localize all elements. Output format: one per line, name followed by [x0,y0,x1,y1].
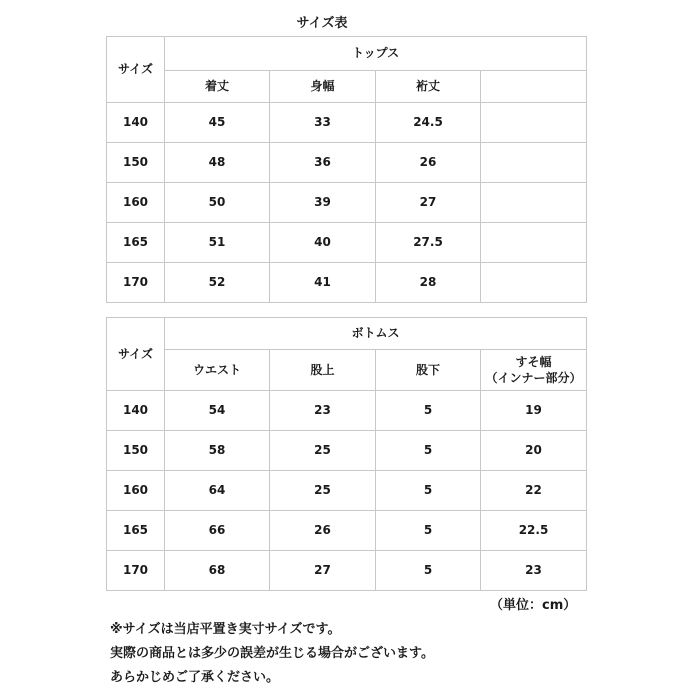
tops-group-header: トップス [165,37,587,71]
value-cell: 45 [165,103,270,143]
size-notes [110,618,434,690]
column-header-waist: ウエスト [165,350,270,391]
value-cell: 5 [376,431,481,471]
value-cell: 27 [270,551,376,591]
value-cell: 5 [376,511,481,551]
note-line: 実際の商品とは多少の誤差が生じる場合がございます。 [110,646,434,661]
value-cell: 25 [270,471,376,511]
value-cell: 27 [376,183,481,223]
table-row [107,471,587,511]
column-header-length: 着丈 [165,71,270,103]
value-cell: 66 [165,511,270,551]
size-cell: 140 [107,103,165,143]
table-row [107,431,587,471]
value-cell [481,183,587,223]
value-cell: 54 [165,391,270,431]
bottoms-group-header: ボトムス [165,318,587,350]
size-cell: 165 [107,511,165,551]
column-header-hem-width [481,350,587,391]
value-cell: 27.5 [376,223,481,263]
column-header-inseam: 股下 [376,350,481,391]
value-cell: 48 [165,143,270,183]
value-cell: 64 [165,471,270,511]
value-cell: 36 [270,143,376,183]
value-cell: 23 [481,551,587,591]
value-cell: 5 [376,391,481,431]
column-header-sleeve: 裄丈 [376,71,481,103]
value-cell: 50 [165,183,270,223]
value-cell: 19 [481,391,587,431]
value-cell [481,263,587,303]
size-header: サイズ [107,37,165,103]
value-cell: 26 [376,143,481,183]
size-cell: 170 [107,551,165,591]
value-cell: 23 [270,391,376,431]
value-cell: 24.5 [376,103,481,143]
table-row [107,143,587,183]
value-cell: 25 [270,431,376,471]
value-cell: 33 [270,103,376,143]
size-cell: 170 [107,263,165,303]
table-row [107,223,587,263]
value-cell: 20 [481,431,587,471]
value-cell: 5 [376,471,481,511]
value-cell: 26 [270,511,376,551]
size-cell: 150 [107,431,165,471]
value-cell: 5 [376,551,481,591]
size-cell: 140 [107,391,165,431]
value-cell [481,143,587,183]
value-cell [481,103,587,143]
table-row [107,103,587,143]
column-header-empty [481,71,587,103]
value-cell: 22 [481,471,587,511]
note-line: あらかじめご了承ください。 [110,670,280,685]
unit-label: （単位：cm） [490,598,577,613]
tops-size-table [106,36,587,303]
table-row [107,263,587,303]
table-row [107,183,587,223]
value-cell [481,223,587,263]
hem-width-note: （インナー部分） [485,371,582,385]
size-cell: 150 [107,143,165,183]
size-cell: 160 [107,471,165,511]
size-cell: 165 [107,223,165,263]
hem-width-label: すそ幅 [515,354,552,369]
note-line: ※サイズは当店平置き実寸サイズです。 [110,622,341,637]
value-cell: 39 [270,183,376,223]
value-cell: 51 [165,223,270,263]
value-cell: 58 [165,431,270,471]
page-title: サイズ表 [296,16,348,31]
table-row [107,551,587,591]
table-row [107,391,587,431]
column-header-width: 身幅 [270,71,376,103]
bottoms-size-table [106,317,587,591]
table-row [107,511,587,551]
value-cell: 40 [270,223,376,263]
size-header: サイズ [107,318,165,391]
value-cell: 22.5 [481,511,587,551]
value-cell: 28 [376,263,481,303]
value-cell: 41 [270,263,376,303]
size-cell: 160 [107,183,165,223]
value-cell: 68 [165,551,270,591]
value-cell: 52 [165,263,270,303]
column-header-rise: 股上 [270,350,376,391]
